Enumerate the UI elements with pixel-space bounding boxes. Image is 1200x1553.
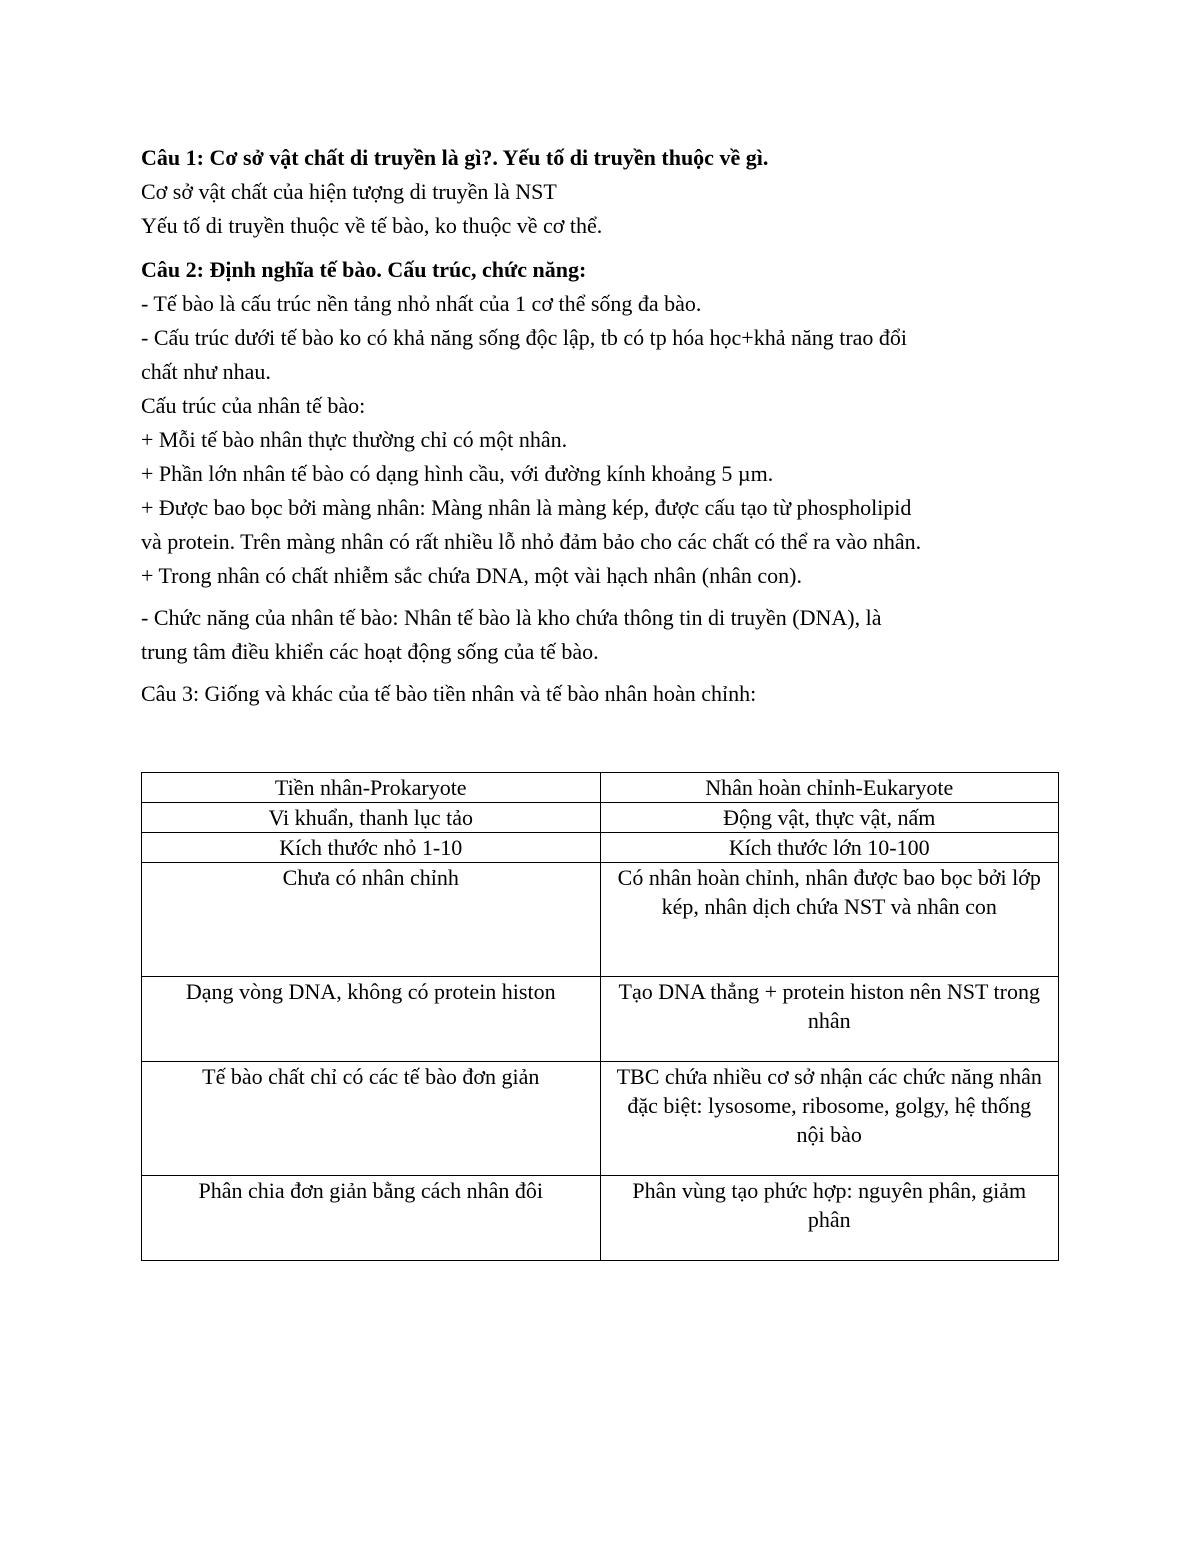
table-row [142, 1176, 1059, 1261]
table-header-cell: Nhân hoàn chỉnh-Eukaryote [600, 773, 1059, 803]
q2-line: chất như nhau. [141, 359, 271, 384]
table-cell: Động vật, thực vật, nấm [600, 803, 1059, 833]
table-cell: Phân chia đơn giản bằng cách nhân đôi [142, 1176, 601, 1261]
table-cell: Vi khuẩn, thanh lục tảo [142, 803, 601, 833]
q2-line: Cấu trúc của nhân tế bào: [141, 393, 366, 418]
table-header-cell: Tiền nhân-Prokaryote [142, 773, 601, 803]
q2-line: + Được bao bọc bởi màng nhân: Màng nhân là màng kép, được cấu tạo từ phospholipid [141, 495, 912, 520]
table-cell: Kích thước nhỏ 1-10 [142, 833, 601, 863]
q2-line: + Trong nhân có chất nhiễm sắc chứa DNA, một vài hạch nhân (nhân con). [141, 563, 802, 588]
q1-line: Yếu tố di truyền thuộc về tế bào, ko thuộc về cơ thể. [141, 213, 603, 238]
question-2-heading: Câu 2: Định nghĩa tế bào. Cấu trúc, chức năng: [141, 257, 587, 282]
q1-line: Cơ sở vật chất của hiện tượng di truyền là NST [141, 179, 557, 204]
question-3-heading: Câu 3: Giống và khác của tế bào tiền nhân và tế bào nhân hoàn chỉnh: [141, 681, 757, 706]
comparison-table [141, 772, 1059, 1261]
question-1-heading: Câu 1: Cơ sở vật chất di truyền là gì?. Yếu tố di truyền thuộc về gì. [141, 145, 769, 170]
q2-line: và protein. Trên màng nhân có rất nhiều lỗ nhỏ đảm bảo cho các chất có thể ra vào nhân. [141, 529, 922, 554]
table-cell: Chưa có nhân chỉnh [142, 863, 601, 977]
table-cell: Tế bào chất chỉ có các tế bào đơn giản [142, 1062, 601, 1176]
table-row [142, 863, 1059, 977]
table-cell: Có nhân hoàn chỉnh, nhân được bao bọc bởi lớp kép, nhân dịch chứa NST và nhân con [600, 863, 1059, 977]
table-row [142, 803, 1059, 833]
table-cell: TBC chứa nhiều cơ sở nhận các chức năng nhân đặc biệt: lysosome, ribosome, golgy, hệ thống nội bào [600, 1062, 1059, 1176]
table-cell: Kích thước lớn 10-100 [600, 833, 1059, 863]
table-cell: Tạo DNA thẳng + protein histon nên NST trong nhân [600, 977, 1059, 1062]
q2-line: + Phần lớn nhân tế bào có dạng hình cầu, với đường kính khoảng 5 µm. [141, 461, 774, 486]
table-cell: Phân vùng tạo phức hợp: nguyên phân, giảm phân [600, 1176, 1059, 1261]
table-row [142, 1062, 1059, 1176]
q2-line: - Cấu trúc dưới tế bào ko có khả năng sống độc lập, tb có tp hóa học+khả năng trao đổi [141, 325, 908, 350]
document-body [141, 141, 1061, 711]
q2-line: - Tế bào là cấu trúc nền tảng nhỏ nhất của 1 cơ thể sống đa bào. [141, 291, 702, 316]
table-header-row [142, 773, 1059, 803]
q2-function-line: trung tâm điều khiển các hoạt động sống của tế bào. [141, 639, 599, 664]
table-row [142, 833, 1059, 863]
table-row [142, 977, 1059, 1062]
q2-line: + Mỗi tế bào nhân thực thường chỉ có một nhân. [141, 427, 568, 452]
table-cell: Dạng vòng DNA, không có protein histon [142, 977, 601, 1062]
q2-function-line: - Chức năng của nhân tế bào: Nhân tế bào là kho chứa thông tin di truyền (DNA), là [141, 605, 882, 630]
